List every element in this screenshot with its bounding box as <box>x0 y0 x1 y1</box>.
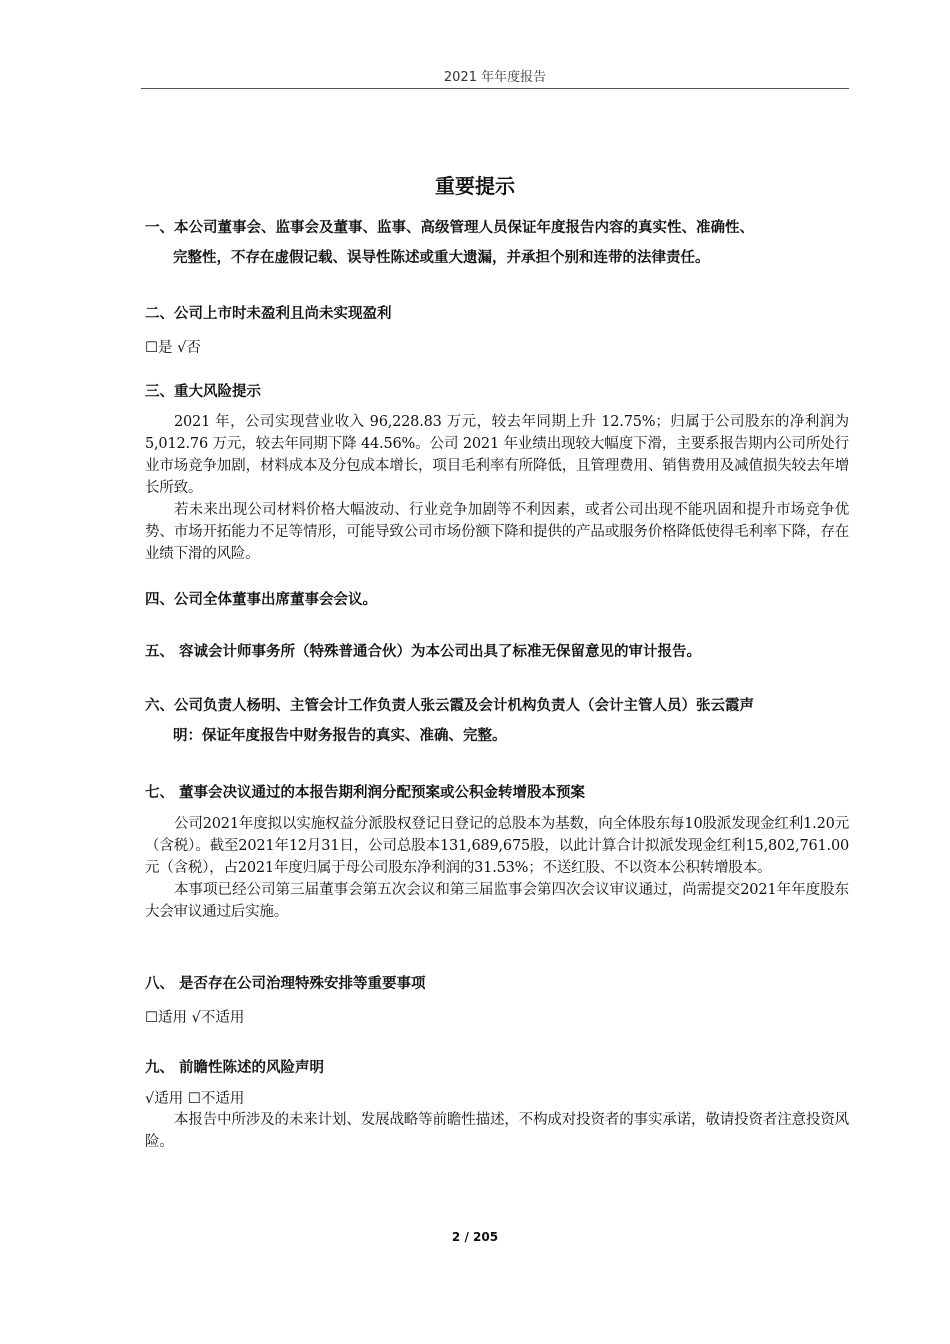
section-6-heading-line1: 六、公司负责人杨明、主管会计工作负责人张云霞及会计机构负责人（会计主管人员）张云霞声 <box>145 698 754 714</box>
section-7-paragraph-2: 本事项已经公司第三届董事会第五次会议和第三届监事会第四次会议审议通过，尚需提交2021年年度股东大会审议通过后实施。 <box>145 882 849 920</box>
section-5 <box>145 642 849 662</box>
section-3-paragraph-1: 2021 年，公司实现营业收入 96,228.83 万元，较去年同期上升 12.75%；归属于公司股东的净利润为 5,012.76 万元，较去年同期下降 44.56%。公司 2021 年业绩出现较大幅度下滑，主要系报告期内公司所处行业市场竞争加剧，材料成本及分包成本增长，项目毛利率有所降低，且管理费用、销售费用及减值损失较去年增长所致。 <box>145 414 849 496</box>
section-7-heading: 七、 董事会决议通过的本报告期利润分配预案或公积金转增股本预案 <box>145 785 586 801</box>
section-2 <box>145 304 849 358</box>
section-3-heading: 三、重大风险提示 <box>145 384 261 400</box>
section-2-heading: 二、公司上市时未盈利且尚未实现盈利 <box>145 306 392 322</box>
section-1-heading-line2: 完整性，不存在虚假记载、误导性陈述或重大遗漏，并承担个别和连带的法律责任。 <box>173 250 710 266</box>
section-1-heading-line1: 一、本公司董事会、监事会及董事、监事、高级管理人员保证年度报告内容的真实性、准确性、 <box>145 220 754 236</box>
section-4 <box>145 590 849 610</box>
section-9-paragraph-1: 本报告中所涉及的未来计划、发展战略等前瞻性描述，不构成对投资者的事实承诺，敬请投资者注意投资风险。 <box>145 1112 849 1150</box>
section-9-options: √适用 ☐不适用 <box>145 1091 245 1107</box>
section-3-paragraph-2: 若未来出现公司材料价格大幅波动、行业竞争加剧等不利因素，或者公司出现不能巩固和提升市场竞争优势、市场开拓能力不足等情形，可能导致公司市场份额下降和提供的产品或服务价格降低使得毛利率下降，存在业绩下滑的风险。 <box>145 502 849 562</box>
section-2-options: ☐是 √否 <box>145 340 201 356</box>
section-9 <box>145 1058 849 1153</box>
page-title: 重要提示 <box>435 174 515 198</box>
running-header: 2021 年年度报告 <box>443 70 547 85</box>
section-3 <box>145 382 849 565</box>
section-6 <box>145 696 849 746</box>
section-5-heading: 五、 容诚会计师事务所（特殊普通合伙）为本公司出具了标准无保留意见的审计报告。 <box>145 644 702 660</box>
header-divider <box>141 88 849 89</box>
section-6-heading-line2: 明：保证年度报告中财务报告的真实、准确、完整。 <box>173 728 507 744</box>
section-7 <box>145 783 849 923</box>
section-8-options: ☐适用 √不适用 <box>145 1010 245 1026</box>
page-number: 2 / 205 <box>451 1230 499 1244</box>
section-9-heading: 九、 前瞻性陈述的风险声明 <box>145 1060 325 1076</box>
section-8 <box>145 974 849 1028</box>
section-8-heading: 八、 是否存在公司治理特殊安排等重要事项 <box>145 976 426 992</box>
section-1 <box>145 218 849 268</box>
section-7-paragraph-1: 公司2021年度拟以实施权益分派股权登记日登记的总股本为基数，向全体股东每10股派发现金红利1.20元（含税）。截至2021年12月31日，公司总股本131,689,675股，以此计算合计拟派发现金红利15,802,761.00元（含税），占2021年度归属于母公司股东净利润的31.53%；不送红股、不以资本公积转增股本。 <box>145 816 849 876</box>
section-4-heading: 四、公司全体董事出席董事会会议。 <box>145 592 377 608</box>
